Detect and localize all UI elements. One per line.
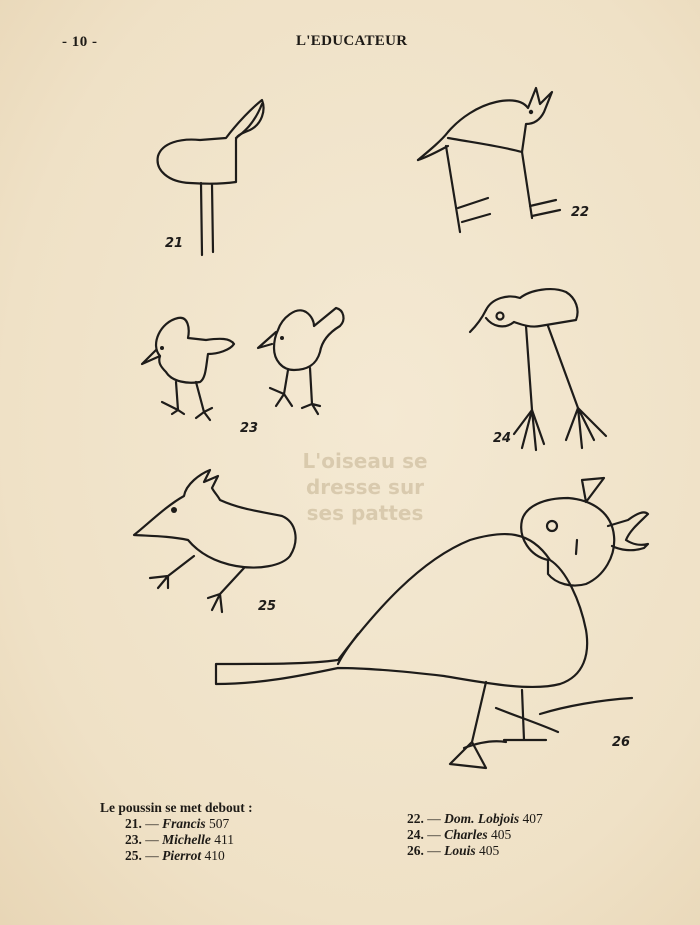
drawing-label-24: 24 <box>493 431 512 446</box>
entry-number: 26. <box>407 843 424 858</box>
entry-number: 22. <box>407 811 424 826</box>
entry-dash: — <box>427 827 441 842</box>
drawing-23 <box>142 308 343 420</box>
journal-title: L'EDUCATEUR <box>296 33 408 49</box>
bleed-through-heading: L'oiseau se dresse sur ses pattes <box>302 449 428 525</box>
entry-number: 25. <box>125 848 142 863</box>
drawing-21 <box>158 100 264 255</box>
caption-entry-26 <box>407 843 543 859</box>
caption-left <box>100 800 253 864</box>
entry-score: 507 <box>209 816 230 831</box>
entry-score: 410 <box>204 848 225 863</box>
entry-number: 21. <box>125 816 142 831</box>
entry-dash: — <box>145 816 159 831</box>
drawing-label-23: 23 <box>240 421 259 436</box>
caption-entry-23 <box>100 832 253 848</box>
entry-dash: — <box>427 811 441 826</box>
drawing-24 <box>470 289 606 450</box>
drawing-label-26: 26 <box>612 735 631 750</box>
entry-number: 23. <box>125 832 142 847</box>
drawing-26 <box>216 478 648 768</box>
entry-name: Charles <box>444 827 488 842</box>
caption-entry-24 <box>407 827 543 843</box>
caption-entry-21 <box>100 816 253 832</box>
entry-name: Michelle <box>162 832 211 847</box>
entry-name: Francis <box>162 816 206 831</box>
page-number: - 10 - <box>62 34 98 50</box>
entry-dash: — <box>427 843 441 858</box>
entry-name: Pierrot <box>162 848 202 863</box>
entry-dash: — <box>145 848 159 863</box>
entry-number: 24. <box>407 827 424 842</box>
entry-score: 411 <box>214 832 234 847</box>
drawing-label-22: 22 <box>571 205 590 220</box>
drawing-22 <box>418 88 560 232</box>
drawing-label-21: 21 <box>165 236 184 251</box>
drawing-25 <box>134 470 296 612</box>
entry-score: 407 <box>522 811 543 826</box>
drawing-label-25: 25 <box>258 599 277 614</box>
entry-score: 405 <box>491 827 512 842</box>
caption-right <box>407 811 543 859</box>
entry-score: 405 <box>479 843 500 858</box>
entry-name: Dom. Lobjois <box>444 811 520 826</box>
caption-entry-22 <box>407 811 543 827</box>
entry-name: Louis <box>444 843 476 858</box>
caption-entry-25 <box>100 848 253 864</box>
caption-intro: Le poussin se met debout : <box>100 800 253 815</box>
entry-dash: — <box>145 832 159 847</box>
